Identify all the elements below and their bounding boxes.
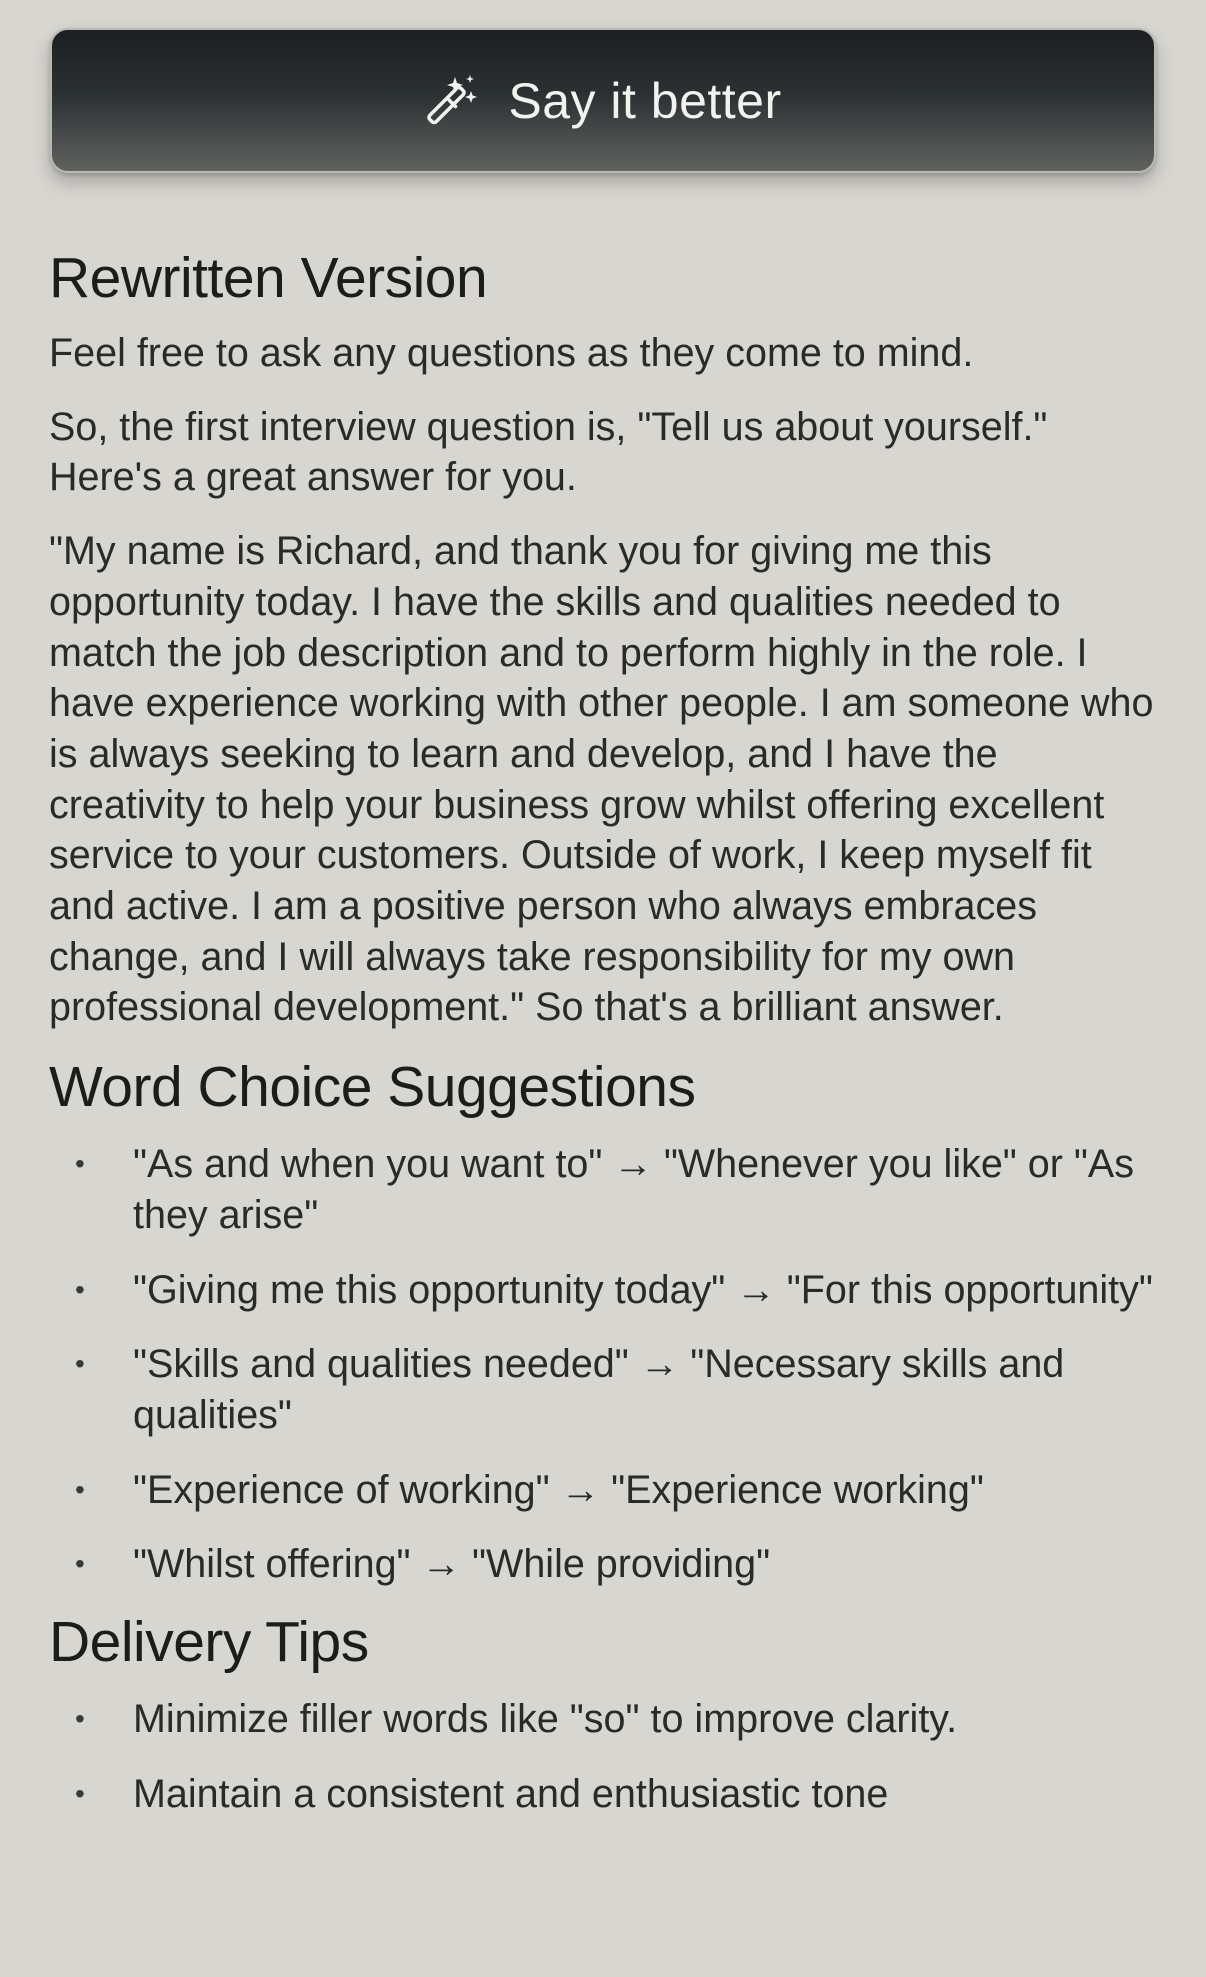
tip-text: Minimize filler words like "so" to improve clarity. [133, 1697, 958, 1742]
word-choice-heading: Word Choice Suggestions [49, 1055, 696, 1120]
delivery-tips-list [49, 1694, 1159, 1819]
tip-text: Maintain a consistent and enthusiastic tone [133, 1771, 889, 1816]
say-it-better-button[interactable] [50, 28, 1156, 173]
bullet-icon: • [75, 1348, 85, 1380]
suggestion-text: "As and when you want to" → "Whenever you like" or "As they arise" [133, 1142, 1135, 1237]
bullet-icon: • [75, 1273, 85, 1305]
list-item [49, 1539, 1159, 1590]
rewritten-paragraph: So, the first interview question is, "Tell us about yourself." Here's a great answer for you. [49, 404, 1048, 500]
list-item [49, 1265, 1159, 1316]
bullet-icon: • [75, 1473, 85, 1505]
bullet-icon: • [75, 1148, 85, 1180]
list-item [49, 1769, 1159, 1820]
bullet-icon: • [75, 1548, 85, 1580]
magic-wand-icon [424, 73, 480, 129]
bullet-icon: • [75, 1703, 85, 1735]
list-item [49, 1465, 1159, 1516]
suggestion-text: "Whilst offering" → "While providing" [133, 1542, 771, 1587]
rewritten-paragraph: "My name is Richard, and thank you for giving me this opportunity today. I have the skills and qualities needed to match the job description and to perform highly in the role. I have experience working with other people. I am someone who is always seeking to learn and develop, and I have the creativity to help your business grow whilst offering excellent service to your customers. Outside of work, I keep myself fit and active. I am a positive person who always embraces change, and I will always take responsibility for my own professional development." So that's a brilliant answer. [49, 529, 1154, 1030]
rewritten-version-heading: Rewritten Version [49, 246, 488, 310]
rewritten-paragraph: Feel free to ask any questions as they come to mind. [49, 331, 974, 375]
feedback-content [49, 246, 1159, 1843]
list-item [49, 1339, 1159, 1440]
suggestion-text: "Skills and qualities needed" → "Necessary skills and qualities" [133, 1342, 1065, 1437]
suggestion-text: "Giving me this opportunity today" → "For this opportunity" [133, 1267, 1153, 1312]
say-it-better-label: Say it better [508, 72, 782, 129]
bullet-icon: • [75, 1777, 85, 1809]
delivery-tips-heading: Delivery Tips [49, 1610, 369, 1675]
word-choice-list [49, 1139, 1159, 1590]
list-item [49, 1694, 1159, 1745]
suggestion-text: "Experience of working" → "Experience working" [133, 1467, 984, 1512]
list-item [49, 1139, 1159, 1240]
